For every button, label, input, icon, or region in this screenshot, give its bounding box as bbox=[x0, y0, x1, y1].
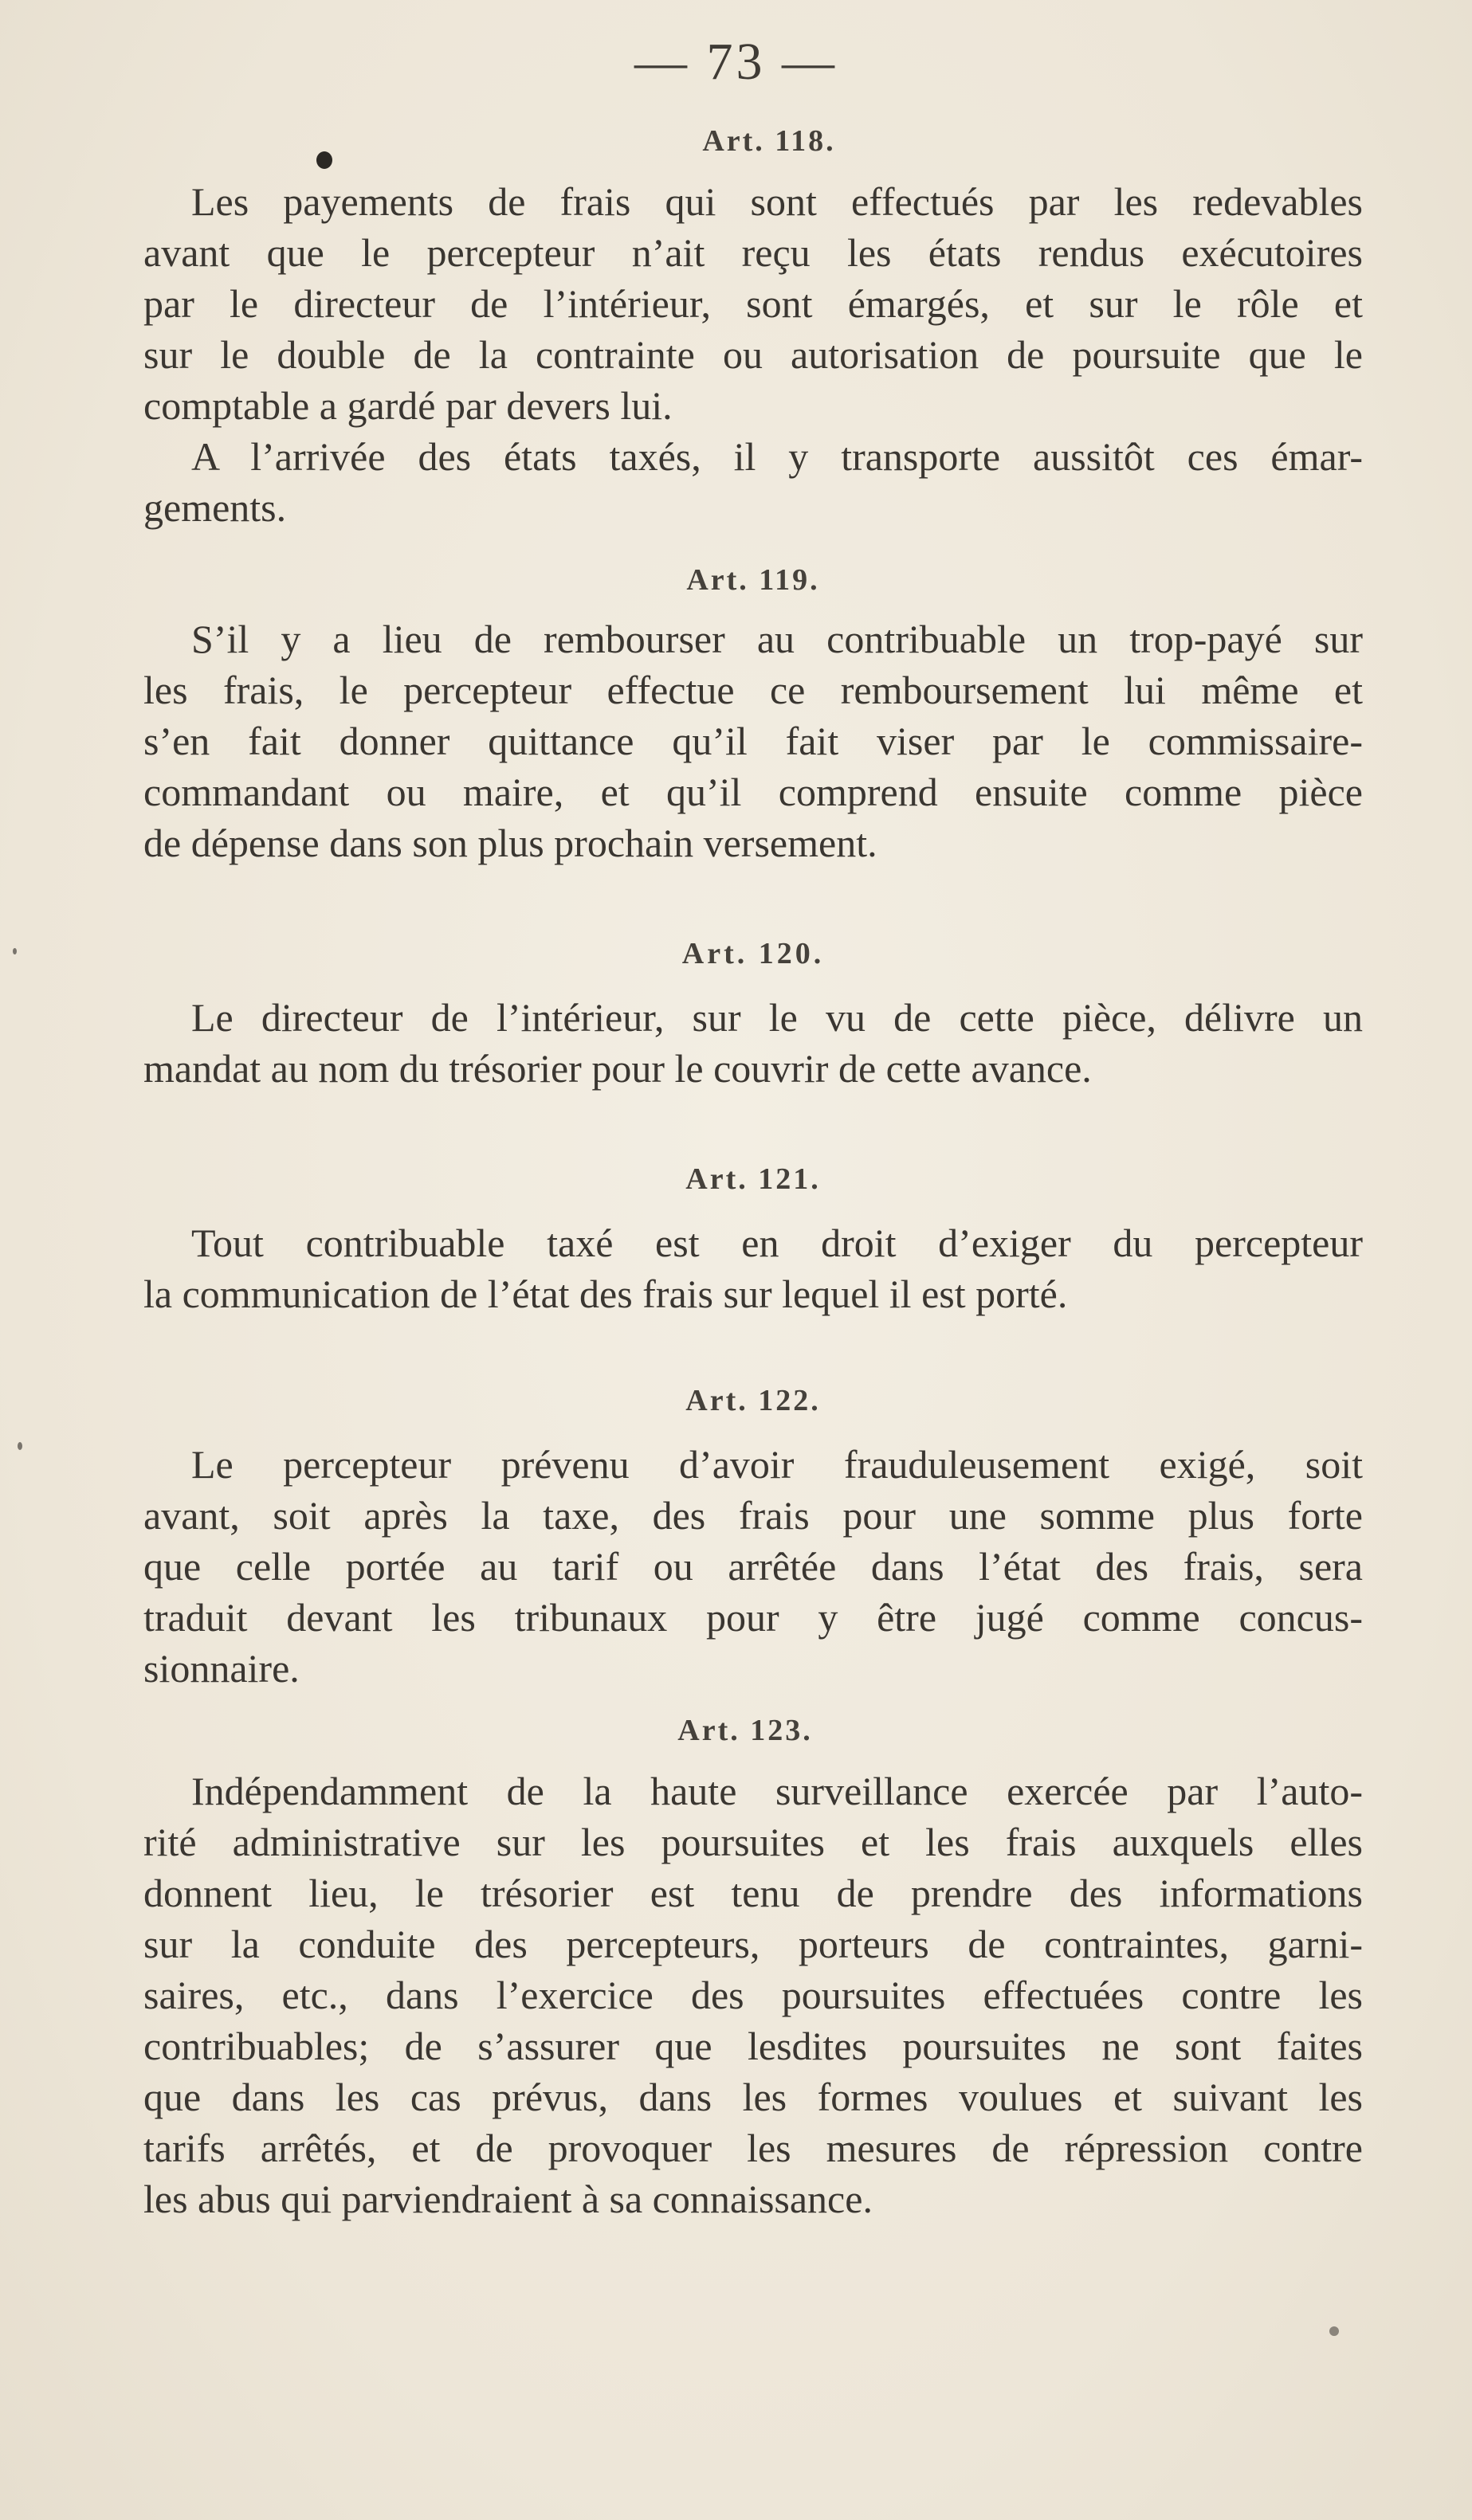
article-paragraph bbox=[143, 1766, 1363, 2224]
ink-speck bbox=[1329, 2326, 1339, 2336]
text-line: que dans les cas prévus, dans les formes voulues et suivant les bbox=[143, 2075, 1363, 2119]
article-paragraph bbox=[143, 176, 1363, 431]
text-line: Les payements de frais qui sont effectués par les redevables bbox=[191, 179, 1363, 224]
article-123 bbox=[143, 1713, 1363, 2224]
text-line: s’en fait donner quittance qu’il fait viser par le commissaire- bbox=[143, 719, 1363, 763]
article-paragraph bbox=[143, 431, 1363, 533]
text-line: la communication de l’état des frais sur lequel il est porté. bbox=[143, 1272, 1068, 1316]
ink-speck bbox=[18, 1442, 22, 1450]
text-line: les frais, le percepteur effectue ce remboursement lui même et bbox=[143, 668, 1363, 712]
article-120 bbox=[143, 936, 1363, 1094]
text-line: Tout contribuable taxé est en droit d’exiger du percepteur bbox=[191, 1221, 1363, 1265]
article-paragraph bbox=[143, 1217, 1363, 1319]
article-heading: Art. 121. bbox=[685, 1162, 821, 1196]
article-122 bbox=[143, 1383, 1363, 1694]
text-line: avant, soit après la taxe, des frais pour une somme plus forte bbox=[143, 1493, 1363, 1538]
page-number: — 73 — bbox=[634, 33, 838, 91]
text-line: commandant ou maire, et qu’il comprend ensuite comme pièce bbox=[143, 770, 1363, 814]
article-heading: Art. 119. bbox=[686, 563, 820, 597]
text-line: avant que le percepteur n’ait reçu les états rendus exécutoires bbox=[143, 230, 1363, 275]
article-heading: Art. 120. bbox=[681, 937, 825, 970]
article-paragraph bbox=[143, 613, 1363, 868]
text-line: comptable a gardé par devers lui. bbox=[143, 383, 673, 428]
article-heading: Art. 118. bbox=[702, 124, 836, 158]
article-heading: Art. 122. bbox=[685, 1384, 821, 1417]
text-line: traduit devant les tribunaux pour y être jugé comme concus- bbox=[143, 1595, 1363, 1640]
article-paragraph bbox=[143, 992, 1363, 1094]
text-line: sur le double de la contrainte ou autorisation de poursuite que le bbox=[143, 332, 1363, 377]
text-line: tarifs arrêtés, et de provoquer les mesures de répression contre bbox=[143, 2126, 1363, 2170]
text-line: mandat au nom du trésorier pour le couvrir de cette avance. bbox=[143, 1046, 1092, 1091]
text-line: Le percepteur prévenu d’avoir frauduleusement exigé, soit bbox=[191, 1442, 1363, 1487]
text-line: sur la conduite des percepteurs, porteurs de contraintes, garni- bbox=[143, 1922, 1363, 1966]
text-line: de dépense dans son plus prochain versement. bbox=[143, 821, 877, 865]
text-line: A l’arrivée des états taxés, il y transporte aussitôt ces émar- bbox=[191, 434, 1363, 479]
text-line: par le directeur de l’intérieur, sont émargés, et sur le rôle et bbox=[143, 281, 1363, 326]
article-121 bbox=[143, 1162, 1363, 1319]
article-paragraph bbox=[143, 1439, 1363, 1694]
text-line: que celle portée au tarif ou arrêtée dans l’état des frais, sera bbox=[143, 1544, 1363, 1589]
text-line: rité administrative sur les poursuites et les frais auxquels elles bbox=[143, 1820, 1363, 1864]
text-line: Le directeur de l’intérieur, sur le vu de cette pièce, délivre un bbox=[191, 995, 1363, 1040]
text-line: gements. bbox=[143, 485, 287, 530]
article-heading: Art. 123. bbox=[677, 1714, 813, 1747]
article-118 bbox=[143, 123, 1363, 533]
text-line: sionnaire. bbox=[143, 1646, 300, 1691]
text-line: contribuables; de s’assurer que lesdites poursuites ne sont faites bbox=[143, 2024, 1363, 2068]
text-line: saires, etc., dans l’exercice des poursuites effectuées contre les bbox=[143, 1973, 1363, 2017]
text-line: Indépendamment de la haute surveillance exercée par l’auto- bbox=[191, 1769, 1363, 1813]
text-line: donnent lieu, le trésorier est tenu de prendre des informations bbox=[143, 1871, 1363, 1915]
text-line: S’il y a lieu de rembourser au contribuable un trop-payé sur bbox=[191, 617, 1363, 661]
text-line: les abus qui parviendraient à sa connaissance. bbox=[143, 2177, 873, 2221]
article-119 bbox=[143, 562, 1363, 868]
ink-speck bbox=[13, 948, 17, 954]
